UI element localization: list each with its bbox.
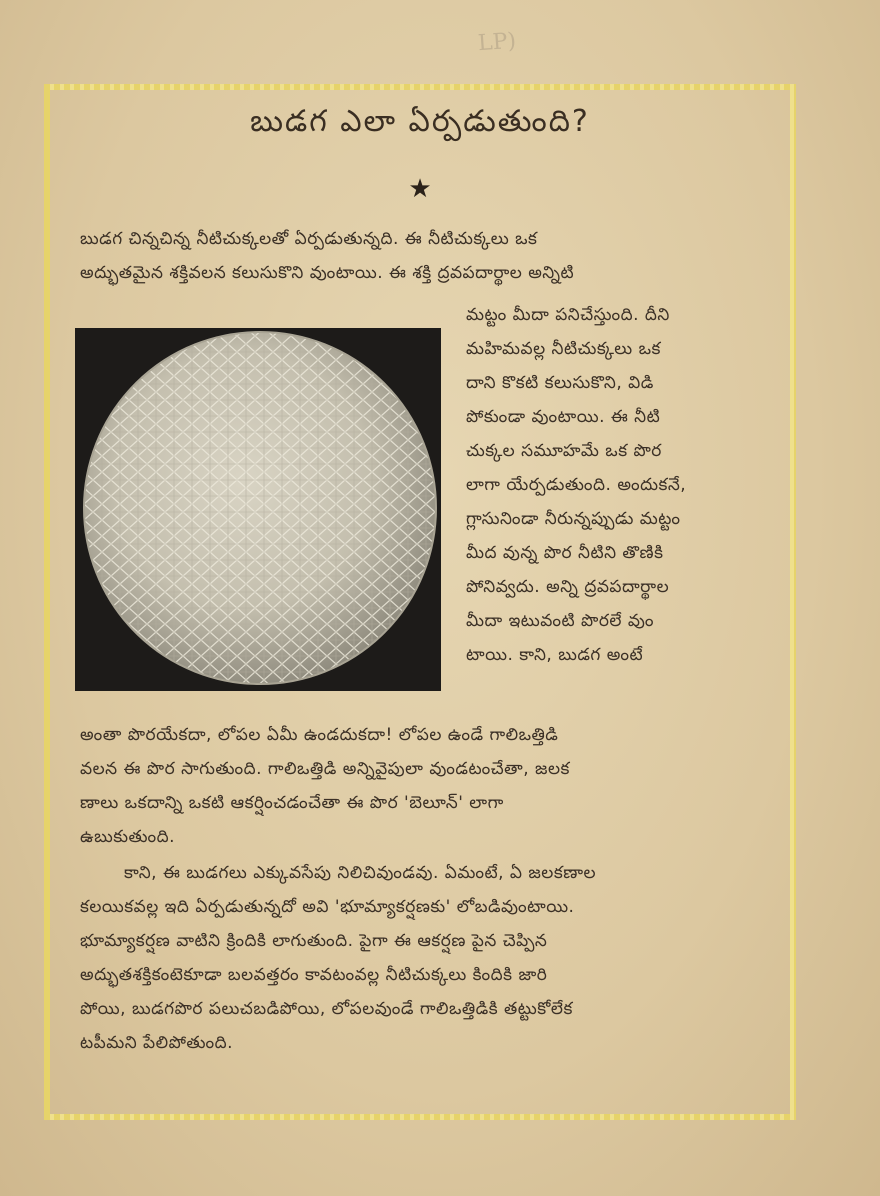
text-line: మట్టం మీదా పనిచేస్తుంది. దీని — [466, 305, 670, 325]
text-line: అద్భుతశక్తికంటెకూడా బలవత్తరం కావటంవల్ల నీటిచుక్కలు కిందికి జారి — [80, 965, 548, 985]
text-line: మీదా ఇటువంటి పొరలే వుం — [466, 611, 654, 631]
text-line: పోయి, బుడగపొర పలుచబడిపోయి, లోపలవుండే గాలిఒత్తిడికి తట్టుకోలేక — [80, 999, 573, 1019]
text-line: ఉబుకుతుంది. — [80, 827, 176, 847]
text-line: కలయికవల్ల ఇది ఏర్పడుతున్నదో అవి 'భూమ్యాకర్షణకు' లోబడివుంటాయి. — [80, 897, 575, 917]
star-icon: ★ — [408, 174, 432, 204]
text-line: గ్లాసునిండా నీరున్నప్పుడు మట్టం — [466, 509, 681, 529]
page-title: బుడగ ఎలా ఏర్పడుతుంది? — [250, 104, 590, 139]
text-line: అంతా పొరయేకదా, లోపల ఏమీ ఉండదుకదా! లోపల ఉండే గాలిఒత్తిడి — [80, 725, 559, 745]
pencil-note: LP) — [477, 28, 517, 57]
text-line: లాగా యేర్పడుతుంది. అందుకనే, — [466, 475, 687, 495]
text-line: ణాలు ఒకదాన్ని ఒకటి ఆకర్షించడంచేతా ఈ పొర 'బెలూన్' లాగా — [80, 793, 504, 813]
text-line: బుడగ చిన్నచిన్న నీటిచుక్కలతో ఏర్పడుతున్నది. ఈ నీటిచుక్కలు ఒక — [80, 229, 538, 249]
text-line: మహిమవల్ల నీటిచుక్కలు ఒక — [466, 339, 661, 359]
wrapped-paragraph — [466, 298, 776, 672]
text-line: వలన ఈ పొర సాగుతుంది. గాలిఒత్తిడి అన్నివైపులా వుండటంచేతా, జలక — [80, 759, 570, 779]
bubble-photo — [75, 328, 441, 691]
text-line: దాని కొకటి కలుసుకొని, విడి — [466, 373, 654, 393]
paragraph-1 — [80, 222, 776, 290]
text-line: టాయి. కాని, బుడగ అంటే — [466, 645, 644, 665]
text-line: టపీమని పేలిపోతుంది. — [80, 1033, 234, 1053]
text-line: భూమ్యాకర్షణ వాటిని క్రిందికి లాగుతుంది. పైగా ఈ ఆకర్షణ పైన చెప్పిన — [80, 931, 548, 951]
text-line: పోనివ్వదు. అన్ని ద్రవపదార్థాల — [466, 577, 670, 597]
text-line: మీద వున్న పొర నీటిని తొణికి — [466, 543, 664, 563]
text-line: పోకుండా వుంటాయి. ఈ నీటి — [466, 407, 661, 427]
paragraph-2 — [80, 718, 776, 854]
text-line: చుక్కల సమూహమే ఒక పొర — [466, 441, 662, 461]
text-line: కాని, ఈ బుడగలు ఎక్కువసేపు నిలిచివుండవు. ఏమంటే, ఏ జలకణాల — [124, 863, 597, 883]
paragraph-3 — [80, 856, 776, 1060]
text-line: అద్భుతమైన శక్తివలన కలుసుకొని వుంటాయి. ఈ శక్తి ద్రవపదార్థాల అన్నిటి — [80, 263, 575, 283]
soap-bubble-image — [75, 328, 441, 691]
